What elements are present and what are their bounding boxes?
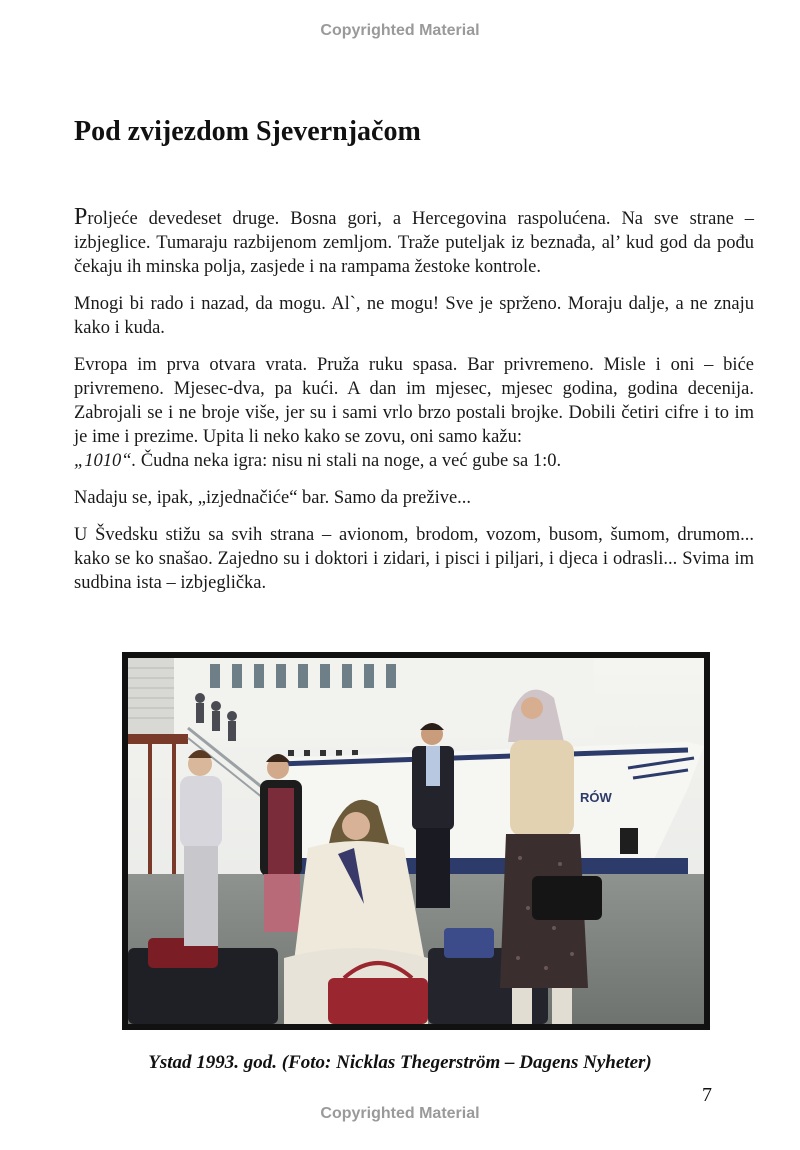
person-man (412, 723, 454, 908)
copyright-watermark-top: Copyrighted Material (320, 22, 480, 39)
photo-caption: Ystad 1993. god. (Foto: Nicklas Thegerström – Dagens Nyheter) (148, 1052, 652, 1073)
page-number: 7 (702, 1084, 712, 1106)
paragraph-3 (74, 353, 754, 473)
person-woman (260, 754, 302, 932)
paragraph-3-number: „1010“. (74, 451, 137, 471)
body-text (74, 205, 754, 608)
chapter-title: Pod zvijezdom Sjevernjačom (74, 116, 421, 147)
paragraph-4: Nadaju se, ipak, „izjednačiće“ bar. Samo da prežive... (74, 488, 472, 508)
paragraph-5: U Švedsku stižu sa svih strana – avionom, brodom, vozom, busom, šumom, drumom... kako se ko snašao. Zajedno su i doktori i zidari, i pisci i piljari, i djeca i odrasli... Svima im sudbina ista – izbjeglička. (74, 525, 754, 593)
paragraph-2: Mnogi bi rado i nazad, da mogu. Al`, ne mogu! Sve je sprženo. Moraju dalje, a ne znaju kako i kuda. (74, 294, 754, 338)
paragraph-3-tail: Čudna neka igra: nisu ni stali na noge, a već gube sa 1:0. (136, 451, 562, 471)
person-girl (180, 750, 222, 946)
copyright-watermark-bottom: Copyrighted Material (320, 1105, 480, 1122)
paragraph-3-text: Evropa im prva otvara vrata. Pruža ruku spasa. Bar privremeno. Misle i oni – biće privremeno. Mjesec-dva, pa kući. A dan im mjesec, mjesec godina, godina decenija. Zabrojali se i ne broje više, jer su i sami vrlo brzo postali brojke. Dobili četiri cifre i to im je ime i prezime. Upita li neko kako se zovu, oni samo kažu: (74, 355, 754, 447)
photo-frame (122, 652, 710, 1030)
harbor-photo (128, 658, 704, 1024)
paragraph-1: Proljeće devedeset druge. Bosna gori, a Hercegovina raspolućena. Na sve strane – izbjeglice. Tumaraju razbijenom zemljom. Traže puteljak iz beznađa, al’ kud god da pođu čekaju ih minska polja, zasjede i na rampama žestoke kontrole. (74, 204, 754, 277)
ship-name: RÓW (580, 790, 612, 805)
